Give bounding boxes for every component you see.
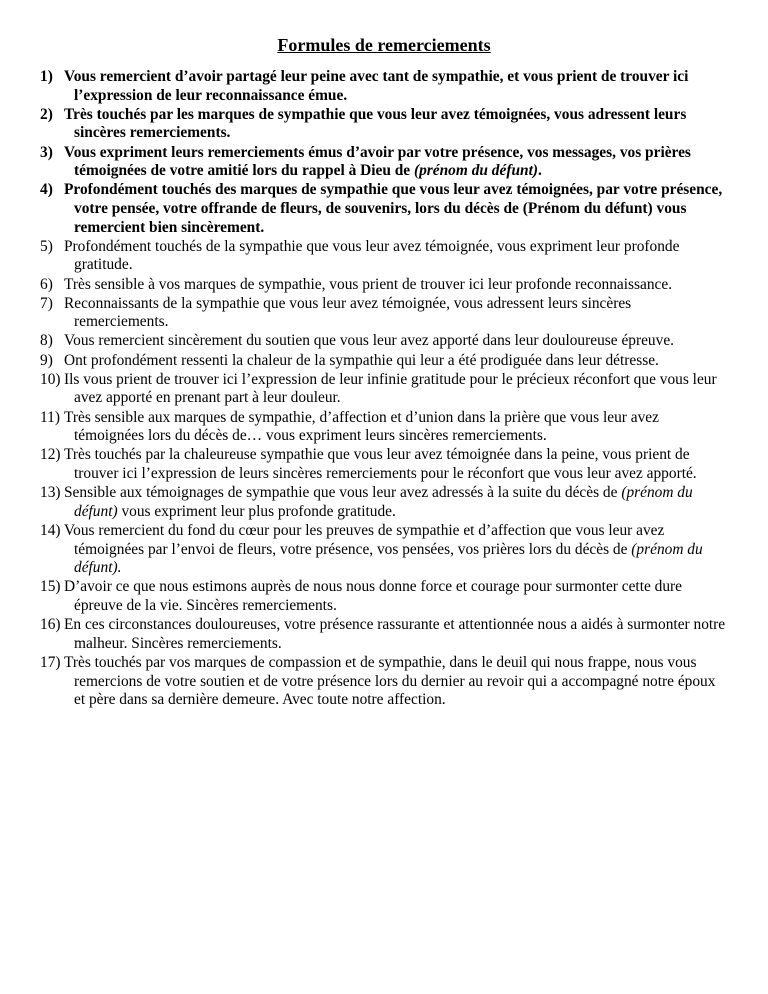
- item-text: Reconnaissants de la sympathie que vous leur avez témoignée, vous adressent leurs sincères remerciements.: [64, 294, 632, 331]
- item-number: 11): [40, 408, 60, 426]
- item-number: 14): [40, 521, 61, 539]
- list-item: [40, 654, 728, 710]
- item-text: Ont profondément ressenti la chaleur de la sympathie qui leur a été prodiguée dans leur détresse.: [64, 351, 659, 369]
- list-item: [40, 68, 728, 105]
- item-number: 3): [40, 143, 53, 161]
- item-text: Profondément touchés des marques de sympathie que vous leur avez témoignées, par votre présence, votre pensée, votre offrande de fleurs, de souvenirs, lors du décès de (Prénom du défunt) vous remercient bien sincèrement.: [64, 181, 723, 236]
- item-text: Très touchés par vos marques de compassion et de sympathie, dans le deuil qui nous frappe, nous vous remercions de votre soutien et de votre présence lors du dernier au revoir qui a accompagné notre époux et père dans sa dernière demeure. Avec toute notre affection.: [64, 653, 716, 709]
- item-number: 8): [40, 332, 53, 350]
- placeholder-text: (prénom du défunt): [74, 484, 693, 520]
- item-text: Vous expriment leurs remerciements émus d’avoir par votre présence, vos messages, vos prières témoignées de votre amitié lors du rappel à Dieu de: [64, 143, 691, 180]
- item-text: Très sensible à vos marques de sympathie, vous prient de trouver ici leur profonde reconnaissance.: [64, 275, 673, 293]
- list-item: [40, 522, 728, 578]
- item-text: Vous remercient du fond du cœur pour les preuves de sympathie et d’affection que vous leur avez témoignées par l’envoi de fleurs, votre présence, vos pensées, vos prières lors du décès de: [64, 521, 665, 558]
- list-item: [40, 295, 728, 332]
- list-item: [40, 616, 728, 653]
- list-item: [40, 352, 728, 371]
- item-number: 17): [40, 653, 61, 671]
- item-number: 13): [40, 484, 61, 502]
- item-number: 1): [40, 68, 53, 85]
- item-number: 15): [40, 578, 61, 596]
- list-item: [40, 181, 728, 237]
- item-number: 12): [40, 446, 61, 464]
- placeholder-text: (prénom du défunt): [413, 162, 538, 180]
- item-text: Ils vous prient de trouver ici l’expression de leur infinie gratitude pour le précieux réconfort que vous leur avez apporté en prenant part à leur douleur.: [64, 370, 717, 407]
- list-item: [40, 106, 728, 143]
- item-text: Très touchés par les marques de sympathie que vous leur avez témoignées, vous adressent leurs sincères remerciements.: [64, 105, 687, 142]
- page-title: Formules de remerciements: [277, 35, 491, 55]
- item-text: En ces circonstances douloureuses, votre présence rassurante et attentionnée nous a aidés à surmonter notre malheur. Sincères remerciements.: [64, 616, 726, 652]
- item-text: .: [537, 162, 542, 180]
- item-text: Très sensible aux marques de sympathie, d’affection et d’union dans la prière que vous leur avez témoignées lors du décès de… vous expriment leurs sincères remerciements.: [64, 408, 659, 445]
- item-number: 2): [40, 105, 53, 123]
- list-item: [40, 144, 728, 181]
- list-item: [40, 371, 728, 408]
- list-item: [40, 484, 728, 521]
- item-number: 10): [40, 370, 61, 388]
- item-number: 9): [40, 351, 53, 369]
- item-number: 5): [40, 237, 53, 255]
- item-number: 16): [40, 616, 61, 634]
- list-item: [40, 332, 728, 351]
- item-text: D’avoir ce que nous estimons auprès de nous nous donne force et courage pour surmonter cette dure épreuve de la vie. Sincères remerciements.: [64, 578, 682, 614]
- list-item: [40, 238, 728, 275]
- list-item: [40, 409, 728, 446]
- item-text: Vous remercient sincèrement du soutien que vous leur avez apporté dans leur douloureuse épreuve.: [64, 332, 675, 350]
- placeholder-text: (prénom du défunt).: [74, 540, 703, 577]
- list-item: [40, 578, 728, 615]
- list-item: [40, 446, 728, 483]
- formula-list: [40, 68, 728, 710]
- item-text: vous expriment leur plus profonde gratitude.: [117, 502, 396, 520]
- item-number: 7): [40, 294, 53, 312]
- item-number: 4): [40, 181, 53, 199]
- item-text: Vous remercient d’avoir partagé leur peine avec tant de sympathie, et vous prient de trouver ici l’expression de leur reconnaissance émue.: [64, 68, 689, 104]
- list-item: [40, 276, 728, 295]
- item-text: Profondément touchés de la sympathie que vous leur avez témoignée, vous expriment leur profonde gratitude.: [64, 237, 680, 274]
- item-text: Très touchés par la chaleureuse sympathie que vous leur avez témoignée dans la peine, vous prient de trouver ici l’expression de leurs sincères remerciements pour le réconfort que vous leur avez apporté.: [64, 446, 697, 482]
- item-number: 6): [40, 275, 53, 293]
- item-text: Sensible aux témoignages de sympathie que vous leur avez adressés à la suite du décès de: [64, 484, 622, 502]
